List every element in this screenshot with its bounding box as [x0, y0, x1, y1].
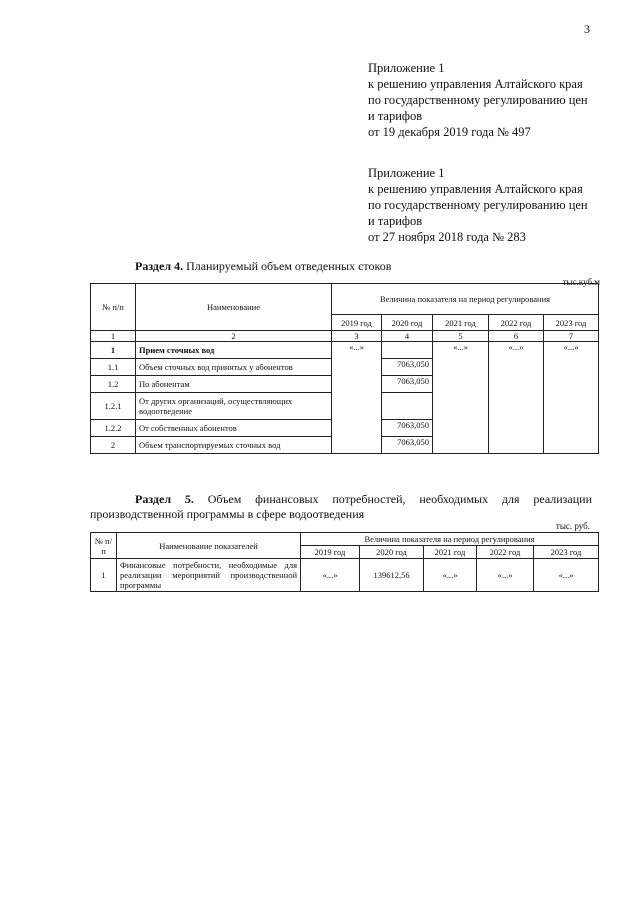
value-2022: «...»: [477, 559, 534, 592]
value-2020: 7063,050: [382, 376, 433, 393]
value-2021: «...»: [433, 342, 489, 454]
header-period: Величина показателя на период регулирования: [332, 284, 599, 315]
appendix-line: к решению управления Алтайского края: [368, 182, 583, 196]
col-number: 1: [91, 331, 136, 342]
header-name: Наименование: [136, 284, 332, 331]
value-2020: 7063,050: [382, 359, 433, 376]
section4-label: Раздел 4.: [135, 259, 184, 273]
row-name: Прием сточных вод: [136, 342, 332, 359]
header-num: № п/п: [91, 533, 117, 559]
row-num: 1: [91, 559, 117, 592]
section5-table: [90, 532, 599, 592]
col-number: 3: [332, 331, 382, 342]
section5-title: [90, 492, 592, 522]
appendix-block-current: [368, 60, 588, 140]
page-number: 3: [584, 22, 590, 36]
year-header: 2023 год: [544, 315, 599, 331]
row-name: Объем сточных вод принятых у абонентов: [136, 359, 332, 376]
appendix-line: и тарифов: [368, 109, 423, 123]
year-header: 2020 год: [360, 546, 424, 559]
appendix-line: и тарифов: [368, 214, 423, 228]
value-2022: «...»: [489, 342, 544, 454]
value-2020: 7063,050: [382, 420, 433, 437]
section5-units: тыс. руб.: [555, 521, 590, 531]
value-2023: «...»: [534, 559, 599, 592]
value-2020: 139612,56: [360, 559, 424, 592]
section4-title: [135, 259, 391, 274]
header-name: Наименование показателей: [117, 533, 301, 559]
row-num: 1: [91, 342, 136, 359]
row-name: От других организаций, осуществляющих водоотведение: [136, 393, 332, 420]
row-name: Финансовые потребности, необходимые для реализации мероприятий производственной программы: [117, 559, 301, 592]
row-num: 2: [91, 437, 136, 454]
section4-table: [90, 283, 599, 454]
col-number: 4: [382, 331, 433, 342]
year-header: 2023 год: [534, 546, 599, 559]
year-header: 2019 год: [332, 315, 382, 331]
appendix-line: по государственному регулированию цен: [368, 93, 588, 107]
row-num: 1.2.2: [91, 420, 136, 437]
year-header: 2021 год: [424, 546, 477, 559]
row-name: Объем транспортируемых сточных вод: [136, 437, 332, 454]
appendix-line: к решению управления Алтайского края: [368, 77, 583, 91]
appendix-line: от 27 ноября 2018 года № 283: [368, 230, 526, 244]
table-row: [91, 559, 599, 592]
value-2019: «...»: [301, 559, 360, 592]
row-num: 1.2: [91, 376, 136, 393]
appendix-line: от 19 декабря 2019 года № 497: [368, 125, 531, 139]
row-name: От собственных абонентов: [136, 420, 332, 437]
section4-units: тыс.куб.м: [562, 277, 600, 287]
year-header: 2022 год: [489, 315, 544, 331]
year-header: 2022 год: [477, 546, 534, 559]
value-2019: «...»: [332, 342, 382, 454]
col-number: 5: [433, 331, 489, 342]
section5-title-text: Объем финансовых потребностей, необходимых для реализации производственной программы в сфере водоотведения: [90, 492, 592, 521]
value-2020: 7063,050: [382, 437, 433, 454]
year-header: 2020 год: [382, 315, 433, 331]
header-num: № п/п: [91, 284, 136, 331]
appendix-line: по государственному регулированию цен: [368, 198, 588, 212]
appendix-block-original: [368, 165, 588, 245]
col-number: 2: [136, 331, 332, 342]
table-row: [91, 342, 599, 359]
row-num: 1.1: [91, 359, 136, 376]
row-num: 1.2.1: [91, 393, 136, 420]
value-2023: «...»: [544, 342, 599, 454]
section5-label: Раздел 5.: [135, 492, 194, 506]
header-period: Величина показателя на период регулирования: [301, 533, 599, 546]
appendix-line: Приложение 1: [368, 61, 445, 75]
value-2020: [382, 342, 433, 359]
col-number: 7: [544, 331, 599, 342]
appendix-line: Приложение 1: [368, 166, 445, 180]
value-2020: [382, 393, 433, 420]
value-2021: «...»: [424, 559, 477, 592]
row-name: По абонентам: [136, 376, 332, 393]
section4-title-text: Планируемый объем отведенных стоков: [186, 259, 392, 273]
col-number: 6: [489, 331, 544, 342]
year-header: 2021 год: [433, 315, 489, 331]
year-header: 2019 год: [301, 546, 360, 559]
